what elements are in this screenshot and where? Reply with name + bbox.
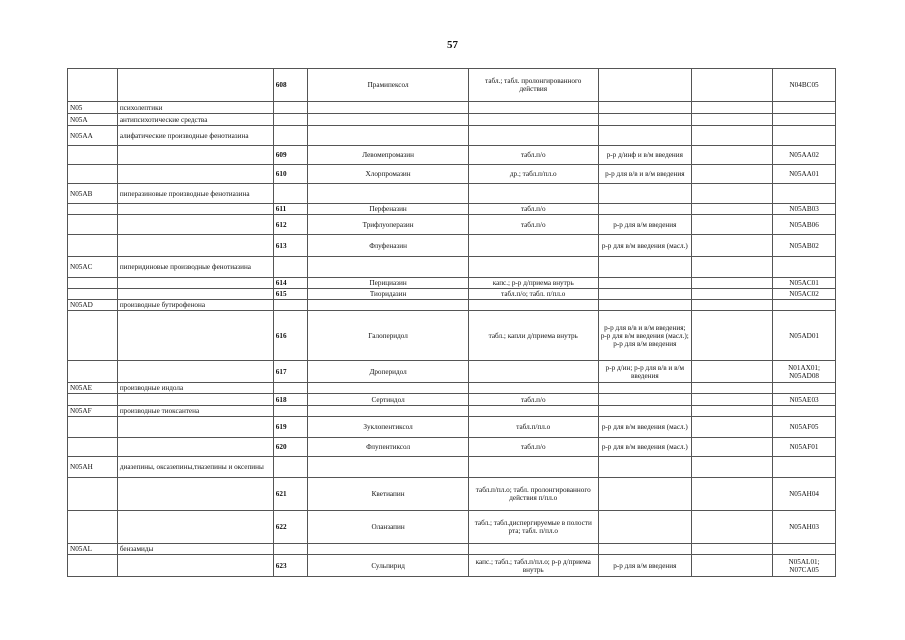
empty-cell <box>308 102 468 114</box>
atc-code-cell: N05AE03 <box>773 394 836 406</box>
empty-cell <box>68 204 118 215</box>
empty-cell <box>273 457 308 478</box>
item-number-cell: 617 <box>273 361 308 383</box>
atc-code-cell: N04BC05 <box>773 69 836 102</box>
group-code-cell: N05AC <box>68 257 118 278</box>
drug-row <box>68 165 836 184</box>
empty-cell <box>773 126 836 146</box>
group-name-cell: производные бутирофенона <box>117 300 273 311</box>
drug-name-cell: Трифлуоперазин <box>308 215 468 235</box>
empty-cell <box>68 361 118 383</box>
empty-cell <box>691 478 772 511</box>
empty-cell <box>68 438 118 457</box>
group-code-cell: N05AD <box>68 300 118 311</box>
empty-cell <box>273 102 308 114</box>
empty-cell <box>273 406 308 417</box>
empty-cell <box>273 184 308 204</box>
atc-code-cell: N05AB02 <box>773 235 836 257</box>
empty-cell <box>68 146 118 165</box>
empty-cell <box>273 544 308 555</box>
empty-cell <box>68 69 118 102</box>
empty-cell <box>273 114 308 126</box>
group-code-cell: N05AB <box>68 184 118 204</box>
empty-cell <box>773 406 836 417</box>
empty-cell <box>691 235 772 257</box>
empty-cell <box>598 406 691 417</box>
route-form-cell: р-р д/ин; р-р для в/в и в/м введения <box>598 361 691 383</box>
empty-cell <box>691 204 772 215</box>
empty-cell <box>691 215 772 235</box>
drug-row <box>68 215 836 235</box>
empty-cell <box>68 417 118 438</box>
atc-code-cell: N05AL01; N07CA05 <box>773 555 836 577</box>
empty-cell <box>68 478 118 511</box>
group-row <box>68 544 836 555</box>
drug-name-cell: Оланзапин <box>308 511 468 544</box>
empty-cell <box>773 114 836 126</box>
route-form-cell: р-р для в/в и в/м введения <box>598 165 691 184</box>
group-code-cell: N05A <box>68 114 118 126</box>
drug-table <box>67 68 836 577</box>
empty-cell <box>773 184 836 204</box>
drug-row <box>68 555 836 577</box>
route-form-cell <box>598 278 691 289</box>
empty-cell <box>598 114 691 126</box>
drug-name-cell: Кветиапин <box>308 478 468 511</box>
page-number: 57 <box>447 39 458 51</box>
atc-code-cell: N05AF01 <box>773 438 836 457</box>
route-form-cell: р-р для в/в и в/м введения; р-р для в/м введения (масл.); р-р для в/м введения <box>598 311 691 361</box>
empty-cell <box>691 511 772 544</box>
dosage-form-cell: табл.п/о <box>468 438 598 457</box>
drug-name-cell: Перициазин <box>308 278 468 289</box>
group-row <box>68 102 836 114</box>
route-form-cell <box>598 69 691 102</box>
group-code-cell: N05 <box>68 102 118 114</box>
dosage-form-cell: табл.; табл. пролонгированного действия <box>468 69 598 102</box>
dosage-form-cell: табл.п/о <box>468 394 598 406</box>
drug-row <box>68 289 836 300</box>
empty-cell <box>691 102 772 114</box>
empty-cell <box>691 394 772 406</box>
empty-cell <box>68 235 118 257</box>
drug-row <box>68 146 836 165</box>
group-row <box>68 184 836 204</box>
drug-name-cell: Прамипексол <box>308 69 468 102</box>
empty-cell <box>117 555 273 577</box>
empty-cell <box>468 544 598 555</box>
drug-row <box>68 417 836 438</box>
drug-row <box>68 511 836 544</box>
empty-cell <box>117 146 273 165</box>
empty-cell <box>691 544 772 555</box>
empty-cell <box>117 278 273 289</box>
empty-cell <box>68 394 118 406</box>
group-row <box>68 383 836 394</box>
dosage-form-cell <box>468 361 598 383</box>
drug-name-cell: Флуфеназин <box>308 235 468 257</box>
empty-cell <box>273 383 308 394</box>
empty-cell <box>691 300 772 311</box>
group-name-cell: диазепины, оксазепины,тиазепины и оксепины <box>117 457 273 478</box>
atc-code-cell: N05AC02 <box>773 289 836 300</box>
empty-cell <box>691 69 772 102</box>
empty-cell <box>468 114 598 126</box>
group-code-cell: N05AE <box>68 383 118 394</box>
empty-cell <box>691 146 772 165</box>
empty-cell <box>468 126 598 146</box>
group-name-cell: пиперидиновые производные фенотиазина <box>117 257 273 278</box>
drug-table-body <box>68 69 836 577</box>
empty-cell <box>117 69 273 102</box>
group-code-cell: N05AH <box>68 457 118 478</box>
drug-row <box>68 278 836 289</box>
empty-cell <box>468 257 598 278</box>
empty-cell <box>68 555 118 577</box>
group-row <box>68 406 836 417</box>
atc-code-cell: N05AC01 <box>773 278 836 289</box>
empty-cell <box>117 417 273 438</box>
empty-cell <box>68 278 118 289</box>
empty-cell <box>598 126 691 146</box>
drug-row <box>68 361 836 383</box>
dosage-form-cell: капс.; табл.; табл.п/пл.о; р-р д/приема внутрь <box>468 555 598 577</box>
route-form-cell <box>598 394 691 406</box>
atc-code-cell: N05AA02 <box>773 146 836 165</box>
empty-cell <box>691 406 772 417</box>
empty-cell <box>117 438 273 457</box>
empty-cell <box>598 383 691 394</box>
empty-cell <box>691 417 772 438</box>
drug-name-cell: Сульпирид <box>308 555 468 577</box>
group-name-cell: бензамиды <box>117 544 273 555</box>
item-number-cell: 608 <box>273 69 308 102</box>
empty-cell <box>691 555 772 577</box>
dosage-form-cell: капс.; р-р д/приема внутрь <box>468 278 598 289</box>
empty-cell <box>691 126 772 146</box>
item-number-cell: 618 <box>273 394 308 406</box>
empty-cell <box>691 257 772 278</box>
empty-cell <box>117 478 273 511</box>
drug-row <box>68 204 836 215</box>
dosage-form-cell: табл.п/о <box>468 146 598 165</box>
atc-code-cell: N05AH04 <box>773 478 836 511</box>
route-form-cell <box>598 511 691 544</box>
empty-cell <box>308 126 468 146</box>
empty-cell <box>68 289 118 300</box>
empty-cell <box>68 311 118 361</box>
drug-name-cell: Дроперидол <box>308 361 468 383</box>
empty-cell <box>117 204 273 215</box>
empty-cell <box>308 184 468 204</box>
group-name-cell: производные индола <box>117 383 273 394</box>
empty-cell <box>691 289 772 300</box>
empty-cell <box>117 361 273 383</box>
route-form-cell <box>598 478 691 511</box>
empty-cell <box>598 300 691 311</box>
atc-code-cell: N05AA01 <box>773 165 836 184</box>
group-row <box>68 457 836 478</box>
empty-cell <box>117 215 273 235</box>
drug-name-cell: Перфеназин <box>308 204 468 215</box>
empty-cell <box>598 457 691 478</box>
group-name-cell: пиперазиновые производные фенотиазина <box>117 184 273 204</box>
dosage-form-cell: табл.п/о; табл. п/пл.о <box>468 289 598 300</box>
drug-name-cell: Тиоридазин <box>308 289 468 300</box>
empty-cell <box>598 257 691 278</box>
item-number-cell: 616 <box>273 311 308 361</box>
group-row <box>68 114 836 126</box>
dosage-form-cell: табл.п/о <box>468 215 598 235</box>
drug-name-cell: Сертиндол <box>308 394 468 406</box>
empty-cell <box>468 457 598 478</box>
empty-cell <box>691 184 772 204</box>
empty-cell <box>598 184 691 204</box>
group-name-cell: психолептики <box>117 102 273 114</box>
dosage-form-cell: табл.п/о <box>468 204 598 215</box>
route-form-cell: р-р для в/м введения (масл.) <box>598 438 691 457</box>
empty-cell <box>691 383 772 394</box>
item-number-cell: 612 <box>273 215 308 235</box>
group-name-cell: производные тиоксантена <box>117 406 273 417</box>
empty-cell <box>691 278 772 289</box>
empty-cell <box>691 311 772 361</box>
drug-row <box>68 69 836 102</box>
route-form-cell <box>598 289 691 300</box>
empty-cell <box>598 544 691 555</box>
empty-cell <box>691 114 772 126</box>
dosage-form-cell: табл.п/пл.о; табл. пролонгированного действия п/пл.о <box>468 478 598 511</box>
empty-cell <box>117 394 273 406</box>
group-row <box>68 300 836 311</box>
empty-cell <box>117 165 273 184</box>
route-form-cell: р-р для в/м введения <box>598 215 691 235</box>
drug-name-cell: Галоперидол <box>308 311 468 361</box>
drug-name-cell: Флупентиксол <box>308 438 468 457</box>
dosage-form-cell: др.; табл.п/пл.о <box>468 165 598 184</box>
empty-cell <box>68 215 118 235</box>
empty-cell <box>117 311 273 361</box>
route-form-cell <box>598 204 691 215</box>
empty-cell <box>117 511 273 544</box>
empty-cell <box>468 300 598 311</box>
atc-code-cell: N05AH03 <box>773 511 836 544</box>
empty-cell <box>773 383 836 394</box>
group-name-cell: антипсихотические средства <box>117 114 273 126</box>
empty-cell <box>308 406 468 417</box>
atc-code-cell: N05AB06 <box>773 215 836 235</box>
group-row <box>68 126 836 146</box>
empty-cell <box>773 300 836 311</box>
empty-cell <box>68 511 118 544</box>
item-number-cell: 615 <box>273 289 308 300</box>
empty-cell <box>308 257 468 278</box>
empty-cell <box>117 235 273 257</box>
empty-cell <box>691 457 772 478</box>
empty-cell <box>273 126 308 146</box>
empty-cell <box>273 300 308 311</box>
empty-cell <box>691 361 772 383</box>
empty-cell <box>468 383 598 394</box>
empty-cell <box>273 257 308 278</box>
route-form-cell: р-р д/инф и в/м введения <box>598 146 691 165</box>
empty-cell <box>773 457 836 478</box>
empty-cell <box>308 383 468 394</box>
empty-cell <box>773 544 836 555</box>
empty-cell <box>308 544 468 555</box>
drug-name-cell: Хлорпромазин <box>308 165 468 184</box>
empty-cell <box>773 257 836 278</box>
route-form-cell: р-р для в/м введения (масл.) <box>598 235 691 257</box>
item-number-cell: 611 <box>273 204 308 215</box>
item-number-cell: 609 <box>273 146 308 165</box>
dosage-form-cell: табл.; капли д/приема внутрь <box>468 311 598 361</box>
item-number-cell: 621 <box>273 478 308 511</box>
group-code-cell: N05AF <box>68 406 118 417</box>
empty-cell <box>308 457 468 478</box>
empty-cell <box>468 184 598 204</box>
drug-row <box>68 311 836 361</box>
empty-cell <box>598 102 691 114</box>
route-form-cell: р-р для в/м введения <box>598 555 691 577</box>
atc-code-cell: N01AX01; N05AD08 <box>773 361 836 383</box>
empty-cell <box>68 165 118 184</box>
atc-code-cell: N05AD01 <box>773 311 836 361</box>
atc-code-cell: N05AF05 <box>773 417 836 438</box>
item-number-cell: 623 <box>273 555 308 577</box>
item-number-cell: 613 <box>273 235 308 257</box>
group-row <box>68 257 836 278</box>
drug-row <box>68 235 836 257</box>
dosage-form-cell <box>468 235 598 257</box>
empty-cell <box>468 102 598 114</box>
item-number-cell: 610 <box>273 165 308 184</box>
empty-cell <box>468 406 598 417</box>
dosage-form-cell: табл.; табл.диспергируемые в полости рта; табл. п/пл.о <box>468 511 598 544</box>
item-number-cell: 622 <box>273 511 308 544</box>
empty-cell <box>308 300 468 311</box>
empty-cell <box>773 102 836 114</box>
item-number-cell: 614 <box>273 278 308 289</box>
empty-cell <box>308 114 468 126</box>
empty-cell <box>691 165 772 184</box>
item-number-cell: 620 <box>273 438 308 457</box>
drug-row <box>68 394 836 406</box>
drug-name-cell: Левомепромазин <box>308 146 468 165</box>
drug-name-cell: Зуклопентиксол <box>308 417 468 438</box>
empty-cell <box>691 438 772 457</box>
atc-code-cell: N05AB03 <box>773 204 836 215</box>
route-form-cell: р-р для в/м введения (масл.) <box>598 417 691 438</box>
group-code-cell: N05AA <box>68 126 118 146</box>
group-code-cell: N05AL <box>68 544 118 555</box>
group-name-cell: алифатические производные фенотиазина <box>117 126 273 146</box>
item-number-cell: 619 <box>273 417 308 438</box>
drug-row <box>68 438 836 457</box>
drug-row <box>68 478 836 511</box>
dosage-form-cell: табл.п/пл.о <box>468 417 598 438</box>
empty-cell <box>117 289 273 300</box>
